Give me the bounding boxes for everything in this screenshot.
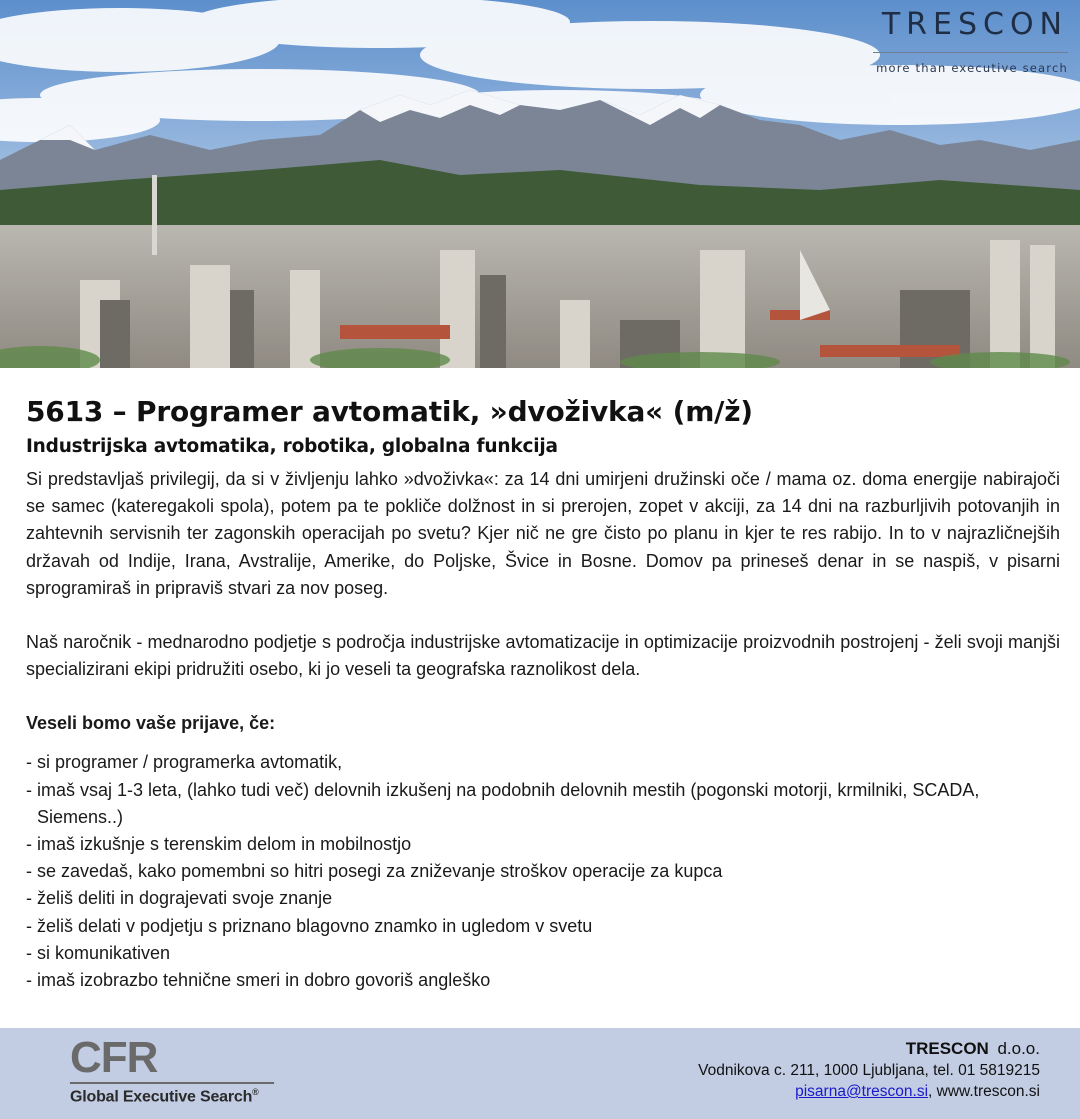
- requirements-list: [26, 749, 1060, 994]
- cfr-mark: CFR: [70, 1033, 158, 1082]
- list-item: - si programer / programerka avtomatik,: [26, 752, 343, 773]
- spacer: [26, 602, 1060, 629]
- list-item: - imaš izobrazbo tehnične smeri in dobro govoriš angleško: [26, 970, 491, 991]
- brand-name: TRESCON: [881, 7, 1068, 42]
- list-item: - želiš deliti in dograjevati svoje znanje: [26, 888, 333, 909]
- list-item: - želiš delati v podjetju s priznano blagovno znamko in ugledom v svetu: [26, 915, 593, 936]
- job-subtitle: Industrijska avtomatika, robotika, globalna funkcija: [26, 436, 558, 457]
- job-title: 5613 – Programer avtomatik, »dvoživka« (m/ž): [26, 395, 753, 428]
- cfr-name: Global Executive Search®: [70, 1087, 259, 1106]
- email-link[interactable]: pisarna@trescon.si: [795, 1083, 929, 1100]
- brand-divider: [873, 52, 1068, 53]
- client-paragraph: Naš naročnik - mednarodno podjetje s področja industrijske avtomatizacije in optimizacije proizvodnih postrojenj - želi svoji manjši specializirani ekipi pridružiti osebo, ki jo veseli ta geografska raznolikost dela.: [26, 632, 1060, 680]
- list-item: - se zavedaš, kako pomembni so hitri posegi za zniževanje stroškov operacije za kupca: [26, 861, 723, 882]
- cfr-logo: [70, 1033, 274, 1106]
- brand-tagline: more than executive search: [876, 61, 1068, 75]
- company-web: [698, 1081, 1040, 1102]
- website-text: , www.trescon.si: [928, 1083, 1040, 1100]
- spacer: [26, 683, 1060, 710]
- requirements-heading: Veseli bomo vaše prijave, če:: [26, 713, 276, 734]
- hero-banner: [0, 0, 1080, 368]
- list-item: - imaš vsaj 1-3 leta, (lahko tudi več) delovnih izkušenj na podobnih delovnih mestih (pogonski motorji, krmilniki, SCADA, Siemens..): [26, 779, 980, 827]
- company-name: TRESCON d.o.o.: [905, 1039, 1040, 1058]
- contact-block: [698, 1038, 1040, 1102]
- company-address: Vodnikova c. 211, 1000 Ljubljana, tel. 01 5819215: [698, 1062, 1040, 1079]
- job-posting: [26, 392, 1060, 994]
- list-item: - imaš izkušnje s terenskim delom in mobilnostjo: [26, 834, 412, 855]
- cfr-divider: [70, 1082, 274, 1084]
- footer: [0, 1028, 1080, 1119]
- list-item: - si komunikativen: [26, 942, 171, 963]
- brand-logo: [873, 8, 1068, 75]
- intro-paragraph: Si predstavljaš privilegij, da si v življenju lahko »dvoživka«: za 14 dni umirjeni družinski oče / mama oz. doma energije nabirajoči se samec (kateregakoli spola), potem pa te pokliče dolžnost in si prerojen, zopet v akciji, za 14 dni na razburljivih potovanjih in zahtevnih servisnih ter zagonskih operacijah po svetu? Kjer nič ne gre čisto po planu in kjer te res rabijo. In to v najrazličnejših državah od Indije, Irana, Avstralije, Amerike, do Poljske, Švice in Bosne. Domov pa prineseš denar in se naspiš, v pisarni sprogramiraš in pripraviš stvari za nov poseg.: [26, 469, 1060, 598]
